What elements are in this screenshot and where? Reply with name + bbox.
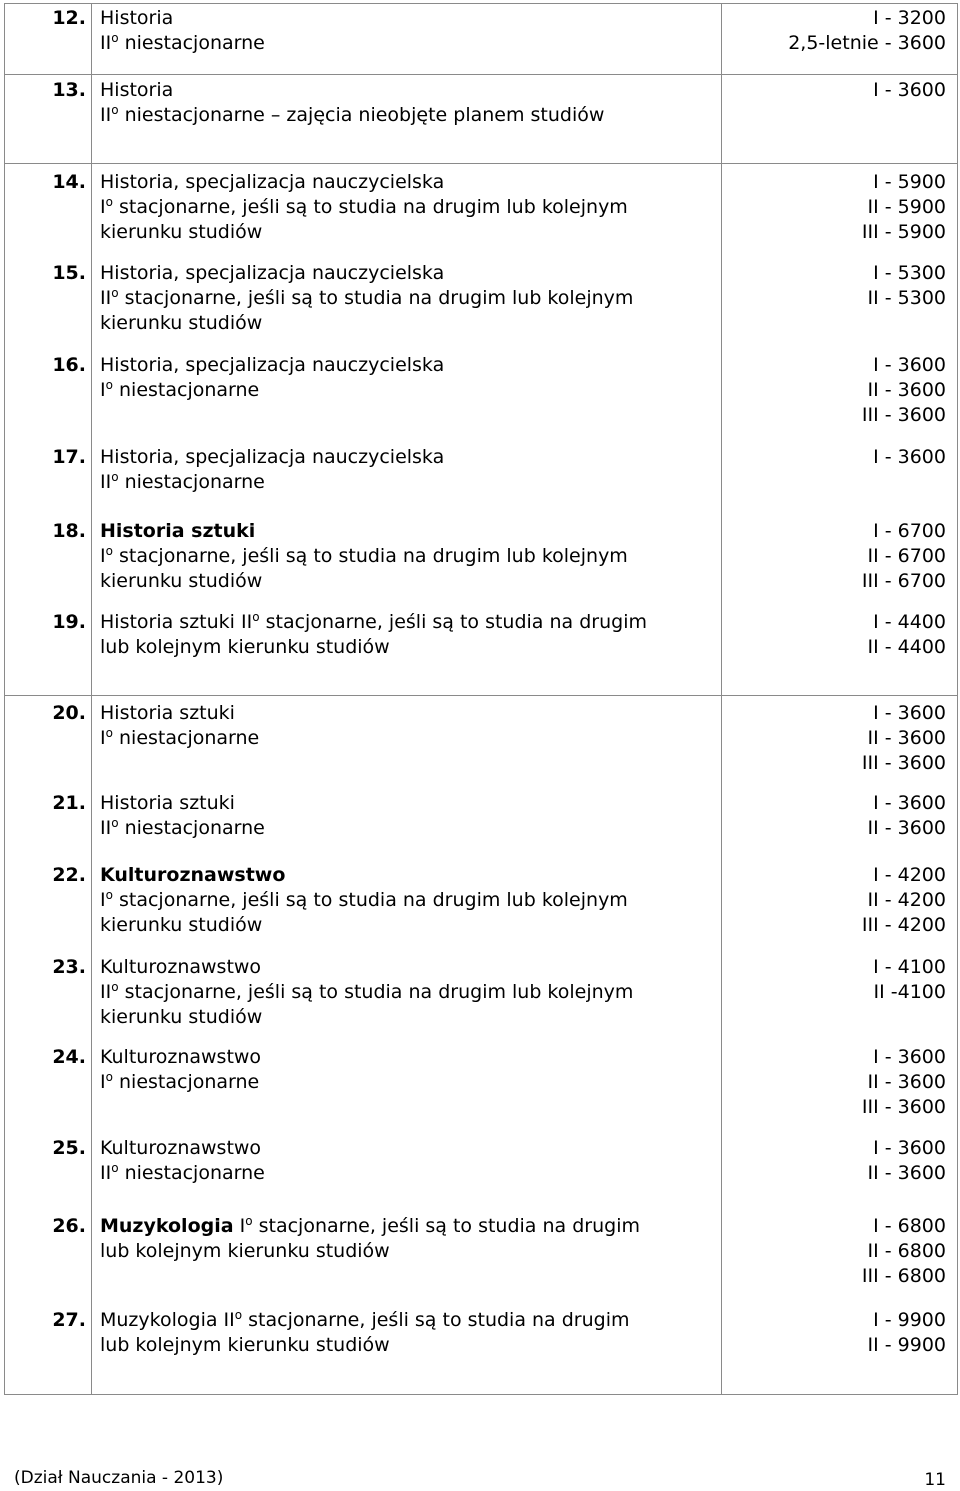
row-number: 14. <box>52 171 86 193</box>
description-line <box>100 353 710 378</box>
degree-superscript: o <box>105 887 113 902</box>
description-line <box>100 103 710 128</box>
row-number: 20. <box>52 702 86 724</box>
description-line <box>100 378 710 403</box>
program-description <box>100 863 710 938</box>
row-number: 13. <box>52 79 86 101</box>
fee-value: II -4100 <box>873 981 946 1003</box>
fee-value: II - 3600 <box>867 817 946 839</box>
fee-value: II - 9900 <box>867 1334 946 1356</box>
fee-values <box>726 701 946 776</box>
program-description <box>100 445 710 495</box>
row-number: 12. <box>52 7 86 29</box>
fee-values <box>726 955 946 1005</box>
program-description <box>100 701 710 751</box>
fee-values <box>726 1136 946 1186</box>
degree-superscript: o <box>105 1069 113 1084</box>
row-number: 18. <box>52 520 86 542</box>
fee-value: I - 3600 <box>873 1137 946 1159</box>
fee-value: I - 4200 <box>873 864 946 886</box>
fee-value: I - 9900 <box>873 1309 946 1331</box>
description-line <box>100 1308 710 1333</box>
fee-value: II - 3600 <box>867 727 946 749</box>
fee-value: I - 6800 <box>873 1215 946 1237</box>
degree-superscript: o <box>105 543 113 558</box>
description-line <box>100 1045 710 1070</box>
description-text: stacjonarne, jeśli są to studia na drugim <box>242 1309 630 1331</box>
fee-value: I - 3600 <box>873 702 946 724</box>
description-line <box>100 6 710 31</box>
program-description <box>100 610 710 660</box>
description-line <box>100 31 710 56</box>
description-line <box>100 816 710 841</box>
fee-value: I - 3600 <box>873 446 946 468</box>
description-line <box>100 470 710 495</box>
description-text: kierunku studiów <box>100 221 263 243</box>
description-text: II <box>100 471 112 493</box>
description-line <box>100 195 710 220</box>
description-line <box>100 1161 710 1186</box>
description-line <box>100 445 710 470</box>
row-number: 25. <box>52 1137 86 1159</box>
table-border-bottom <box>4 1394 958 1395</box>
description-text: stacjonarne, jeśli są to studia na drugim lub kolejnym <box>112 545 628 567</box>
description-text: niestacjonarne – zajęcia nieobjęte planem studiów <box>118 104 605 126</box>
degree-superscript: o <box>234 1307 243 1322</box>
description-line <box>100 726 710 751</box>
description-line <box>100 913 710 938</box>
description-text: lub kolejnym kierunku studiów <box>100 1240 390 1262</box>
description-text: niestacjonarne <box>118 471 265 493</box>
description-text: niestacjonarne <box>112 1071 260 1093</box>
description-text: stacjonarne, jeśli są to studia na drugim lub kolejnym <box>118 981 634 1003</box>
description-text: I <box>100 1071 106 1093</box>
description-text: niestacjonarne <box>118 817 265 839</box>
fee-value: II - 4200 <box>867 889 946 911</box>
description-text: kierunku studiów <box>100 312 263 334</box>
program-name: Muzykologia <box>100 1215 234 1237</box>
description-text: lub kolejnym kierunku studiów <box>100 636 390 658</box>
description-text: kierunku studiów <box>100 914 263 936</box>
program-description <box>100 353 710 403</box>
description-line <box>100 78 710 103</box>
description-text: I <box>100 379 106 401</box>
description-text: niestacjonarne <box>118 1162 265 1184</box>
description-line <box>100 261 710 286</box>
fee-values <box>726 170 946 245</box>
description-text: stacjonarne, jeśli są to studia na drugim <box>259 611 647 633</box>
fee-values <box>726 353 946 428</box>
description-text: II <box>100 1162 112 1184</box>
degree-superscript: o <box>105 377 113 392</box>
program-description <box>100 791 710 841</box>
description-text: Kulturoznawstwo <box>100 1046 262 1068</box>
row-number: 15. <box>52 262 86 284</box>
row-number: 16. <box>52 354 86 376</box>
description-text: I <box>100 727 106 749</box>
description-text: I <box>100 889 106 911</box>
fee-value: III - 3600 <box>861 752 946 774</box>
fee-value: I - 5300 <box>873 262 946 284</box>
description-line <box>100 980 710 1005</box>
description-text: Historia, specjalizacja nauczycielska <box>100 354 445 376</box>
description-text: niestacjonarne <box>112 379 260 401</box>
description-text: I <box>100 196 106 218</box>
column-divider-2 <box>721 3 722 1395</box>
fee-value: II - 5900 <box>867 196 946 218</box>
description-text: I <box>233 1215 246 1237</box>
fee-value: II - 6700 <box>867 545 946 567</box>
description-line <box>100 1070 710 1095</box>
description-line <box>100 1239 710 1264</box>
row-number: 19. <box>52 611 86 633</box>
column-divider-1 <box>91 3 92 1395</box>
table-border-right <box>957 3 958 1395</box>
fee-value: II - 4400 <box>867 636 946 658</box>
program-description <box>100 1045 710 1095</box>
description-text: Kulturoznawstwo <box>100 956 262 978</box>
description-line <box>100 1333 710 1358</box>
degree-superscript: o <box>105 194 113 209</box>
description-text: Historia, specjalizacja nauczycielska <box>100 446 445 468</box>
description-text: I <box>100 545 106 567</box>
description-text: II <box>100 817 112 839</box>
description-line <box>100 170 710 195</box>
description-text: stacjonarne, jeśli są to studia na drugim <box>252 1215 640 1237</box>
description-line <box>100 1136 710 1161</box>
row-number: 17. <box>52 446 86 468</box>
fee-values <box>726 1308 946 1358</box>
description-text: Kulturoznawstwo <box>100 1137 262 1159</box>
description-line <box>100 220 710 245</box>
fee-values <box>726 78 946 103</box>
row-number: 26. <box>52 1215 86 1237</box>
description-text: Historia <box>100 7 174 29</box>
description-text: Historia sztuki <box>100 792 235 814</box>
program-description <box>100 1136 710 1186</box>
fee-value: III - 6700 <box>861 570 946 592</box>
fee-value: I - 4400 <box>873 611 946 633</box>
program-description <box>100 519 710 594</box>
degree-superscript: o <box>105 725 113 740</box>
description-text: Historia <box>100 79 174 101</box>
description-line <box>100 569 710 594</box>
degree-superscript: o <box>111 979 119 994</box>
degree-superscript: o <box>111 30 119 45</box>
fee-value: II - 3600 <box>867 1071 946 1093</box>
description-text: Muzykologia II <box>100 1309 235 1331</box>
description-text: stacjonarne, jeśli są to studia na drugim lub kolejnym <box>112 196 628 218</box>
table-border-top <box>4 3 958 4</box>
fee-values <box>726 6 946 56</box>
description-text: stacjonarne, jeśli są to studia na drugim lub kolejnym <box>118 287 634 309</box>
description-text: Historia sztuki II <box>100 611 253 633</box>
fee-values <box>726 791 946 841</box>
program-description <box>100 6 710 56</box>
fee-value: I - 3600 <box>873 1046 946 1068</box>
fee-value: III - 5900 <box>861 221 946 243</box>
degree-superscript: o <box>111 285 119 300</box>
fee-value: III - 6800 <box>861 1265 946 1287</box>
fee-value: II - 6800 <box>867 1240 946 1262</box>
fee-values <box>726 261 946 311</box>
description-text: niestacjonarne <box>112 727 260 749</box>
row-number: 21. <box>52 792 86 814</box>
row-number: 23. <box>52 956 86 978</box>
degree-superscript: o <box>111 815 119 830</box>
fee-value: II - 3600 <box>867 379 946 401</box>
description-text: kierunku studiów <box>100 570 263 592</box>
fee-values <box>726 1214 946 1289</box>
description-text: II <box>100 981 112 1003</box>
fee-value: III - 4200 <box>861 914 946 936</box>
fee-value: III - 3600 <box>861 1096 946 1118</box>
fee-value: I - 3600 <box>873 792 946 814</box>
description-text: lub kolejnym kierunku studiów <box>100 1334 390 1356</box>
fee-value: II - 3600 <box>867 1162 946 1184</box>
description-text: II <box>100 32 112 54</box>
description-line <box>100 888 710 913</box>
description-line <box>100 635 710 660</box>
description-text: Historia, specjalizacja nauczycielska <box>100 171 445 193</box>
row-divider <box>4 695 958 696</box>
program-description <box>100 170 710 245</box>
description-line <box>100 701 710 726</box>
description-line <box>100 311 710 336</box>
fee-values <box>726 1045 946 1120</box>
description-line <box>100 955 710 980</box>
description-line <box>100 544 710 569</box>
fee-value: I - 3200 <box>873 7 946 29</box>
description-text: stacjonarne, jeśli są to studia na drugim lub kolejnym <box>112 889 628 911</box>
row-divider <box>4 163 958 164</box>
description-text: Historia sztuki <box>100 702 235 724</box>
program-name: Kulturoznawstwo <box>100 864 286 886</box>
program-description <box>100 261 710 336</box>
fee-values <box>726 610 946 660</box>
description-text: niestacjonarne <box>118 32 265 54</box>
fee-value: I - 3600 <box>873 79 946 101</box>
description-line <box>100 791 710 816</box>
description-text: II <box>100 104 112 126</box>
degree-superscript: o <box>111 1160 119 1175</box>
row-number: 22. <box>52 864 86 886</box>
row-divider <box>4 74 958 75</box>
fee-value: I - 3600 <box>873 354 946 376</box>
program-description <box>100 1308 710 1358</box>
program-name: Historia sztuki <box>100 520 256 542</box>
fee-values <box>726 863 946 938</box>
page-number: 11 <box>924 1470 946 1490</box>
program-description <box>100 78 710 128</box>
description-text: Historia, specjalizacja nauczycielska <box>100 262 445 284</box>
fee-value: I - 6700 <box>873 520 946 542</box>
fee-values <box>726 445 946 470</box>
fee-values <box>726 519 946 594</box>
degree-superscript: o <box>245 1213 253 1228</box>
fee-value: 2,5-letnie - 3600 <box>788 32 946 54</box>
program-description <box>100 955 710 1030</box>
degree-superscript: o <box>111 102 119 117</box>
description-line <box>100 1214 710 1239</box>
footer-source: (Dział Nauczania - 2013) <box>14 1468 224 1488</box>
table-border-left <box>4 3 5 1395</box>
description-line <box>100 1005 710 1030</box>
fee-value: III - 3600 <box>861 404 946 426</box>
description-text: II <box>100 287 112 309</box>
fee-value: II - 5300 <box>867 287 946 309</box>
row-number: 27. <box>52 1309 86 1331</box>
fee-value: I - 5900 <box>873 171 946 193</box>
degree-superscript: o <box>111 469 119 484</box>
program-description <box>100 1214 710 1264</box>
row-number: 24. <box>52 1046 86 1068</box>
degree-superscript: o <box>252 609 260 624</box>
description-line <box>100 610 710 635</box>
description-line <box>100 286 710 311</box>
fee-value: I - 4100 <box>873 956 946 978</box>
description-text: kierunku studiów <box>100 1006 263 1028</box>
